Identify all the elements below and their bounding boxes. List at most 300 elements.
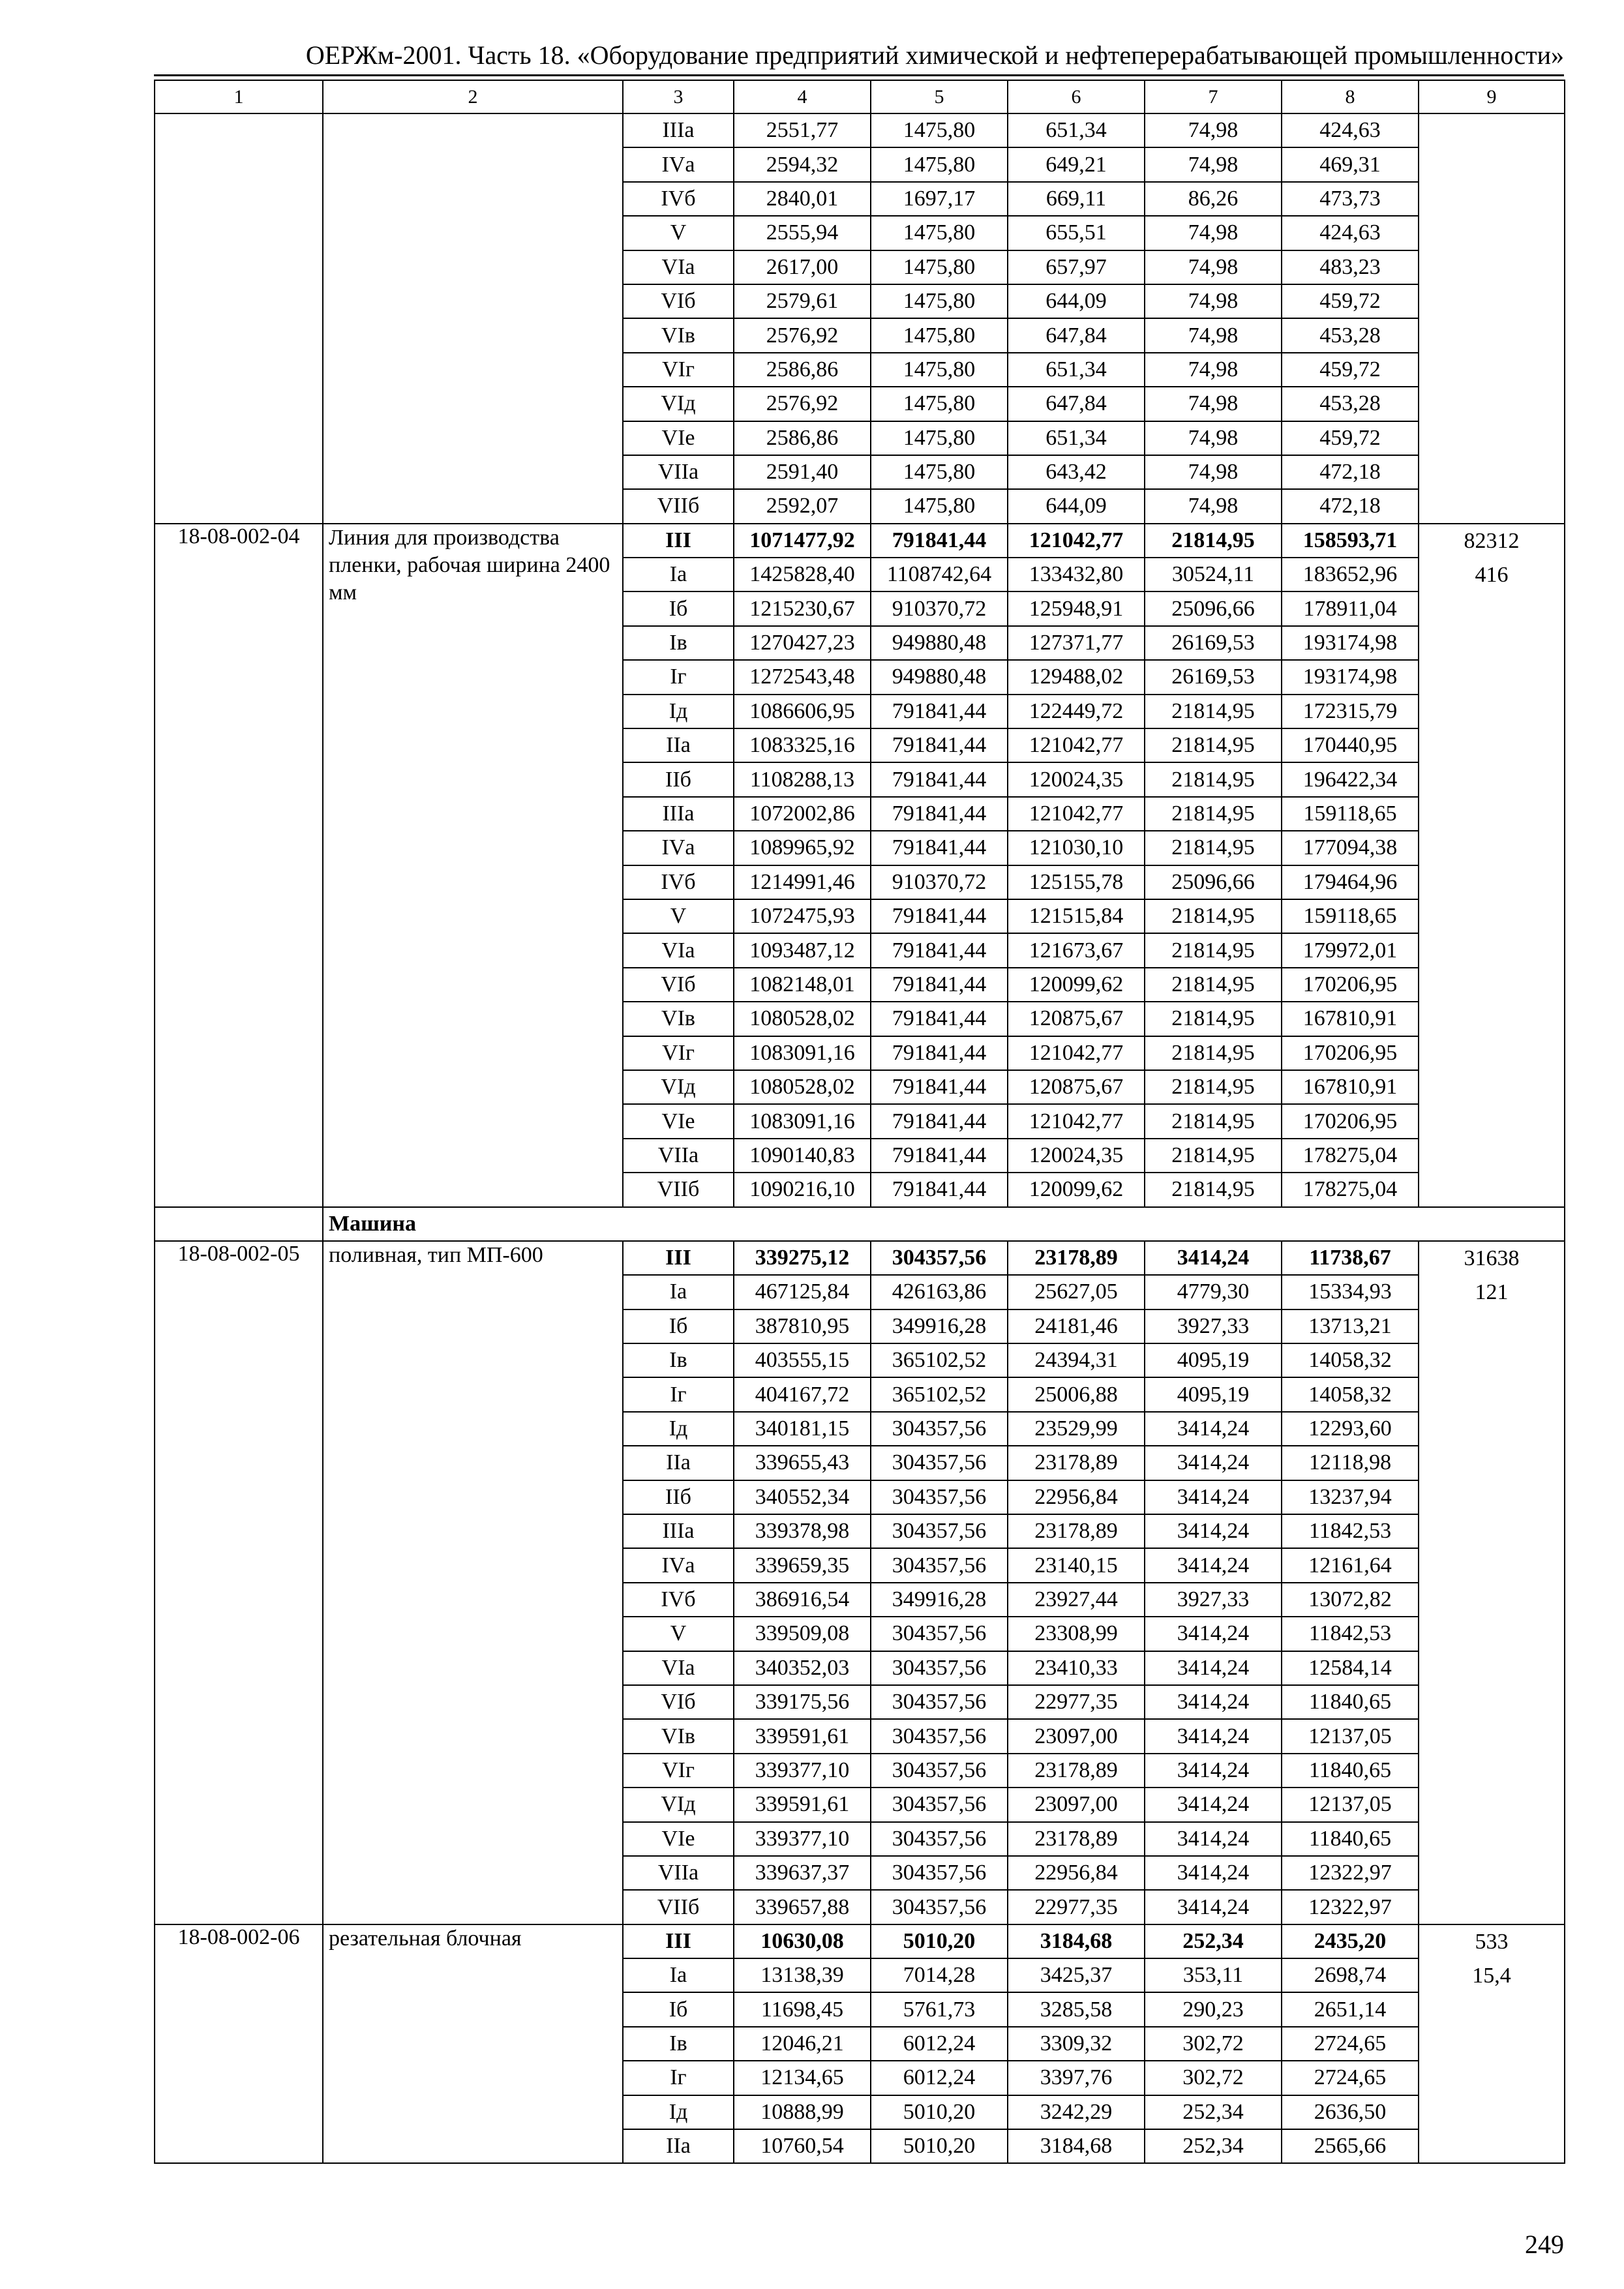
value-cell: 179972,01 <box>1282 933 1419 967</box>
col9-value: 121 <box>1475 1279 1509 1304</box>
value-cell: 74,98 <box>1145 318 1282 352</box>
value-cell: 1475,80 <box>871 421 1008 455</box>
col9-value: 533 <box>1475 1929 1509 1954</box>
rate-name <box>323 1241 623 1924</box>
zone-cell: Iв <box>623 626 734 660</box>
value-cell: 120024,35 <box>1008 1139 1145 1173</box>
zone-cell: VIа <box>623 933 734 967</box>
value-cell: 2724,65 <box>1282 2061 1419 2095</box>
value-cell: 2555,94 <box>734 216 871 250</box>
value-cell: 5010,20 <box>871 2095 1008 2129</box>
value-cell: 2579,61 <box>734 284 871 318</box>
value-cell: 252,34 <box>1145 2095 1282 2129</box>
column-header: 8 <box>1282 80 1419 113</box>
value-cell: 949880,48 <box>871 660 1008 694</box>
value-cell: 339591,61 <box>734 1719 871 1753</box>
col9-value <box>1419 152 1564 186</box>
value-cell: 22977,35 <box>1008 1890 1145 1924</box>
value-cell: 3414,24 <box>1145 1890 1282 1924</box>
zone-cell: IIа <box>623 2129 734 2163</box>
value-cell: 1093487,12 <box>734 933 871 967</box>
value-cell: 120099,62 <box>1008 1173 1145 1206</box>
value-cell: 13138,39 <box>734 1958 871 1992</box>
value-cell: 1214991,46 <box>734 865 871 899</box>
value-cell: 791841,44 <box>871 899 1008 933</box>
value-cell: 86,26 <box>1145 182 1282 216</box>
zone-cell: VIIб <box>623 489 734 523</box>
value-cell: 21814,95 <box>1145 1173 1282 1206</box>
value-cell: 655,51 <box>1008 216 1145 250</box>
value-cell: 1083325,16 <box>734 728 871 762</box>
value-cell: 120099,62 <box>1008 968 1145 1002</box>
value-cell: 404167,72 <box>734 1377 871 1411</box>
value-cell: 1475,80 <box>871 455 1008 489</box>
value-cell: 387810,95 <box>734 1309 871 1343</box>
value-cell: 13713,21 <box>1282 1309 1419 1343</box>
value-cell: 3414,24 <box>1145 1514 1282 1548</box>
value-cell: 170206,95 <box>1282 1036 1419 1070</box>
value-cell: 365102,52 <box>871 1377 1008 1411</box>
value-cell: 340352,03 <box>734 1651 871 1685</box>
value-cell: 12161,64 <box>1282 1548 1419 1582</box>
value-cell: 22977,35 <box>1008 1685 1145 1719</box>
value-cell: 2636,50 <box>1282 2095 1419 2129</box>
value-cell: 339655,43 <box>734 1446 871 1480</box>
value-cell: 424,63 <box>1282 113 1419 147</box>
value-cell: 3425,37 <box>1008 1958 1145 1992</box>
value-cell: 304357,56 <box>871 1651 1008 1685</box>
value-cell: 26169,53 <box>1145 660 1282 694</box>
value-cell: 22956,84 <box>1008 1856 1145 1890</box>
rates-table-body <box>155 80 1565 2163</box>
col9-cell <box>1419 113 1565 524</box>
value-cell: 1475,80 <box>871 216 1008 250</box>
value-cell: 3309,32 <box>1008 2027 1145 2061</box>
rate-code: 18-08-002-04 <box>155 524 323 1207</box>
value-cell: 791841,44 <box>871 831 1008 865</box>
value-cell: 121042,77 <box>1008 728 1145 762</box>
value-cell: 193174,98 <box>1282 626 1419 660</box>
value-cell: 791841,44 <box>871 1173 1008 1206</box>
value-cell: 1475,80 <box>871 113 1008 147</box>
value-cell: 339275,12 <box>734 1241 871 1275</box>
value-cell: 339659,35 <box>734 1548 871 1582</box>
value-cell: 453,28 <box>1282 318 1419 352</box>
value-cell: 1089965,92 <box>734 831 871 865</box>
rate-name <box>323 1924 623 2164</box>
value-cell: 304357,56 <box>871 1822 1008 1856</box>
value-cell: 3285,58 <box>1008 1992 1145 2026</box>
zone-cell: IVа <box>623 147 734 181</box>
value-cell: 23140,15 <box>1008 1548 1145 1582</box>
value-cell: 30524,11 <box>1145 558 1282 591</box>
value-cell: 791841,44 <box>871 797 1008 831</box>
rates-table <box>154 80 1565 2164</box>
value-cell: 3414,24 <box>1145 1480 1282 1514</box>
zone-cell: VIе <box>623 421 734 455</box>
value-cell: 643,42 <box>1008 455 1145 489</box>
rate-name-text: поливная, тип МП-600 <box>329 1242 543 1267</box>
value-cell: 1108288,13 <box>734 762 871 796</box>
value-cell: 252,34 <box>1145 2129 1282 2163</box>
value-cell: 339657,88 <box>734 1890 871 1924</box>
value-cell: 791841,44 <box>871 695 1008 728</box>
value-cell: 22956,84 <box>1008 1480 1145 1514</box>
value-cell: 14058,32 <box>1282 1377 1419 1411</box>
value-cell: 120875,67 <box>1008 1070 1145 1104</box>
zone-cell: VIг <box>623 353 734 387</box>
value-cell: 74,98 <box>1145 489 1282 523</box>
value-cell: 25627,05 <box>1008 1275 1145 1309</box>
value-cell: 669,11 <box>1008 182 1145 216</box>
value-cell: 120024,35 <box>1008 762 1145 796</box>
value-cell: 2592,07 <box>734 489 871 523</box>
value-cell: 791841,44 <box>871 524 1008 558</box>
value-cell: 339591,61 <box>734 1788 871 1821</box>
value-cell: 10888,99 <box>734 2095 871 2129</box>
column-header: 2 <box>323 80 623 113</box>
value-cell: 7014,28 <box>871 1958 1008 1992</box>
page-number: 249 <box>1525 2230 1564 2259</box>
value-cell: 24181,46 <box>1008 1309 1145 1343</box>
value-cell: 74,98 <box>1145 421 1282 455</box>
table-row <box>155 1924 1565 1958</box>
header-title: ОЕРЖм-2001. Часть 18. «Оборудование предприятий химической и нефтеперерабатывающей промышленности» <box>305 40 1564 70</box>
value-cell: 11840,65 <box>1282 1685 1419 1719</box>
zone-cell: Iб <box>623 1309 734 1343</box>
value-cell: 339175,56 <box>734 1685 871 1719</box>
rate-code <box>155 113 323 524</box>
value-cell: 23097,00 <box>1008 1719 1145 1753</box>
value-cell: 3414,24 <box>1145 1548 1282 1582</box>
value-cell: 10630,08 <box>734 1924 871 1958</box>
zone-cell: III <box>623 524 734 558</box>
zone-cell: Iг <box>623 1377 734 1411</box>
value-cell: 453,28 <box>1282 387 1419 421</box>
value-cell: 2591,40 <box>734 455 871 489</box>
rate-code: 18-08-002-06 <box>155 1924 323 2164</box>
value-cell: 21814,95 <box>1145 933 1282 967</box>
value-cell: 21814,95 <box>1145 695 1282 728</box>
value-cell: 651,34 <box>1008 353 1145 387</box>
value-cell: 304357,56 <box>871 1412 1008 1446</box>
value-cell: 11698,45 <box>734 1992 871 2026</box>
value-cell: 5761,73 <box>871 1992 1008 2026</box>
col9-cell <box>1419 1241 1565 1924</box>
value-cell: 910370,72 <box>871 865 1008 899</box>
value-cell: 483,23 <box>1282 250 1419 284</box>
value-cell: 2651,14 <box>1282 1992 1419 2026</box>
value-cell: 74,98 <box>1145 455 1282 489</box>
zone-cell: Iа <box>623 1958 734 1992</box>
value-cell: 304357,56 <box>871 1788 1008 1821</box>
zone-cell: VIе <box>623 1822 734 1856</box>
value-cell: 177094,38 <box>1282 831 1419 865</box>
value-cell: 2698,74 <box>1282 1958 1419 1992</box>
value-cell: 644,09 <box>1008 284 1145 318</box>
value-cell: 304357,56 <box>871 1890 1008 1924</box>
zone-cell: IVб <box>623 182 734 216</box>
value-cell: 74,98 <box>1145 353 1282 387</box>
value-cell: 21814,95 <box>1145 831 1282 865</box>
value-cell: 426163,86 <box>871 1275 1008 1309</box>
value-cell: 3414,24 <box>1145 1446 1282 1480</box>
value-cell: 459,72 <box>1282 421 1419 455</box>
value-cell: 21814,95 <box>1145 1036 1282 1070</box>
column-header: 1 <box>155 80 323 113</box>
col9-cell <box>1419 524 1565 1207</box>
value-cell: 791841,44 <box>871 728 1008 762</box>
value-cell: 4779,30 <box>1145 1275 1282 1309</box>
zone-cell: VIе <box>623 1104 734 1138</box>
value-cell: 791841,44 <box>871 762 1008 796</box>
value-cell: 23529,99 <box>1008 1412 1145 1446</box>
value-cell: 178275,04 <box>1282 1173 1419 1206</box>
value-cell: 304357,56 <box>871 1241 1008 1275</box>
value-cell: 159118,65 <box>1282 899 1419 933</box>
zone-cell: Iв <box>623 2027 734 2061</box>
value-cell: 1090140,83 <box>734 1139 871 1173</box>
value-cell: 133432,80 <box>1008 558 1145 591</box>
value-cell: 23178,89 <box>1008 1822 1145 1856</box>
rate-name <box>323 113 623 524</box>
value-cell: 121042,77 <box>1008 797 1145 831</box>
value-cell: 3184,68 <box>1008 1924 1145 1958</box>
value-cell: 1475,80 <box>871 250 1008 284</box>
value-cell: 791841,44 <box>871 933 1008 967</box>
value-cell: 74,98 <box>1145 113 1282 147</box>
value-cell: 12322,97 <box>1282 1856 1419 1890</box>
column-header: 3 <box>623 80 734 113</box>
value-cell: 12322,97 <box>1282 1890 1419 1924</box>
value-cell: 791841,44 <box>871 1036 1008 1070</box>
value-cell: 1082148,01 <box>734 968 871 1002</box>
value-cell: 2576,92 <box>734 387 871 421</box>
value-cell: 791841,44 <box>871 1070 1008 1104</box>
value-cell: 649,21 <box>1008 147 1145 181</box>
value-cell: 23178,89 <box>1008 1241 1145 1275</box>
value-cell: 3414,24 <box>1145 1788 1282 1821</box>
value-cell: 304357,56 <box>871 1480 1008 1514</box>
zone-cell: IIб <box>623 762 734 796</box>
col9-value <box>1419 118 1564 152</box>
value-cell: 1475,80 <box>871 318 1008 352</box>
value-cell: 178911,04 <box>1282 591 1419 625</box>
value-cell: 403555,15 <box>734 1343 871 1377</box>
value-cell: 167810,91 <box>1282 1070 1419 1104</box>
zone-cell: VIд <box>623 1788 734 1821</box>
value-cell: 340552,34 <box>734 1480 871 1514</box>
value-cell: 1071477,92 <box>734 524 871 558</box>
value-cell: 196422,34 <box>1282 762 1419 796</box>
value-cell: 74,98 <box>1145 387 1282 421</box>
value-cell: 11842,53 <box>1282 1514 1419 1548</box>
value-cell: 11840,65 <box>1282 1754 1419 1788</box>
value-cell: 651,34 <box>1008 421 1145 455</box>
zone-cell: IIIа <box>623 113 734 147</box>
value-cell: 302,72 <box>1145 2061 1282 2095</box>
value-cell: 5010,20 <box>871 2129 1008 2163</box>
value-cell: 12046,21 <box>734 2027 871 2061</box>
value-cell: 2435,20 <box>1282 1924 1419 1958</box>
zone-cell: VIг <box>623 1036 734 1070</box>
zone-cell: Iв <box>623 1343 734 1377</box>
value-cell: 252,34 <box>1145 1924 1282 1958</box>
value-cell: 353,11 <box>1145 1958 1282 1992</box>
table-row <box>155 1241 1565 1275</box>
value-cell: 1215230,67 <box>734 591 871 625</box>
zone-cell: VIб <box>623 1685 734 1719</box>
zone-cell: VIв <box>623 1002 734 1036</box>
value-cell: 10760,54 <box>734 2129 871 2163</box>
zone-cell: IIб <box>623 1480 734 1514</box>
value-cell: 21814,95 <box>1145 1070 1282 1104</box>
zone-cell: VIа <box>623 1651 734 1685</box>
table-row <box>155 113 1565 147</box>
value-cell: 304357,56 <box>871 1856 1008 1890</box>
value-cell: 1083091,16 <box>734 1104 871 1138</box>
running-header <box>154 38 1564 76</box>
value-cell: 170440,95 <box>1282 728 1419 762</box>
zone-cell: VIIб <box>623 1173 734 1206</box>
col9-value: 31638 <box>1464 1246 1520 1270</box>
value-cell: 172315,79 <box>1282 695 1419 728</box>
value-cell: 1475,80 <box>871 489 1008 523</box>
value-cell: 469,31 <box>1282 147 1419 181</box>
zone-cell: Iб <box>623 1992 734 2026</box>
value-cell: 4095,19 <box>1145 1377 1282 1411</box>
value-cell: 424,63 <box>1282 216 1419 250</box>
zone-cell: V <box>623 216 734 250</box>
col9-value: 416 <box>1475 562 1509 587</box>
value-cell: 127371,77 <box>1008 626 1145 660</box>
zone-cell: VIв <box>623 1719 734 1753</box>
value-cell: 21814,95 <box>1145 728 1282 762</box>
value-cell: 2551,77 <box>734 113 871 147</box>
value-cell: 21814,95 <box>1145 1002 1282 1036</box>
value-cell: 26169,53 <box>1145 626 1282 660</box>
value-cell: 339637,37 <box>734 1856 871 1890</box>
value-cell: 6012,24 <box>871 2027 1008 2061</box>
zone-cell: VIб <box>623 968 734 1002</box>
zone-cell: VIд <box>623 1070 734 1104</box>
value-cell: 1108742,64 <box>871 558 1008 591</box>
zone-cell: VIд <box>623 387 734 421</box>
value-cell: 21814,95 <box>1145 1139 1282 1173</box>
value-cell: 2586,86 <box>734 353 871 387</box>
value-cell: 179464,96 <box>1282 865 1419 899</box>
zone-cell: Iд <box>623 695 734 728</box>
value-cell: 120875,67 <box>1008 1002 1145 1036</box>
value-cell: 3242,29 <box>1008 2095 1145 2129</box>
value-cell: 1475,80 <box>871 353 1008 387</box>
value-cell: 1272543,48 <box>734 660 871 694</box>
value-cell: 23410,33 <box>1008 1651 1145 1685</box>
value-cell: 12137,05 <box>1282 1719 1419 1753</box>
zone-cell: Iд <box>623 1412 734 1446</box>
value-cell: 12118,98 <box>1282 1446 1419 1480</box>
zone-cell: V <box>623 899 734 933</box>
value-cell: 949880,48 <box>871 626 1008 660</box>
value-cell: 11840,65 <box>1282 1822 1419 1856</box>
value-cell: 23927,44 <box>1008 1583 1145 1617</box>
value-cell: 13072,82 <box>1282 1583 1419 1617</box>
value-cell: 304357,56 <box>871 1617 1008 1651</box>
value-cell: 340181,15 <box>734 1412 871 1446</box>
value-cell: 3414,24 <box>1145 1685 1282 1719</box>
value-cell: 3414,24 <box>1145 1412 1282 1446</box>
value-cell: 23178,89 <box>1008 1754 1145 1788</box>
value-cell: 1086606,95 <box>734 695 871 728</box>
zone-cell: IVб <box>623 1583 734 1617</box>
table-row <box>155 524 1565 558</box>
value-cell: 2565,66 <box>1282 2129 1419 2163</box>
value-cell: 3414,24 <box>1145 1241 1282 1275</box>
value-cell: 304357,56 <box>871 1719 1008 1753</box>
column-header: 9 <box>1419 80 1565 113</box>
value-cell: 3414,24 <box>1145 1719 1282 1753</box>
zone-cell: VIIб <box>623 1890 734 1924</box>
value-cell: 2840,01 <box>734 182 871 216</box>
zone-cell: IIа <box>623 728 734 762</box>
value-cell: 21814,95 <box>1145 1104 1282 1138</box>
zone-cell: IVб <box>623 865 734 899</box>
section-title: Машина <box>323 1207 623 1241</box>
value-cell: 74,98 <box>1145 147 1282 181</box>
value-cell: 14058,32 <box>1282 1343 1419 1377</box>
value-cell: 3414,24 <box>1145 1856 1282 1890</box>
col9-cell <box>1419 1924 1565 2164</box>
value-cell: 304357,56 <box>871 1685 1008 1719</box>
value-cell: 11842,53 <box>1282 1617 1419 1651</box>
section-fill <box>623 1207 1565 1241</box>
zone-cell: IIIа <box>623 1514 734 1548</box>
value-cell: 23308,99 <box>1008 1617 1145 1651</box>
column-header: 6 <box>1008 80 1145 113</box>
zone-cell: VIIа <box>623 1856 734 1890</box>
value-cell: 1475,80 <box>871 147 1008 181</box>
value-cell: 349916,28 <box>871 1309 1008 1343</box>
zone-cell: Iг <box>623 660 734 694</box>
value-cell: 74,98 <box>1145 250 1282 284</box>
value-cell: 170206,95 <box>1282 1104 1419 1138</box>
zone-cell: III <box>623 1241 734 1275</box>
value-cell: 304357,56 <box>871 1446 1008 1480</box>
value-cell: 472,18 <box>1282 489 1419 523</box>
value-cell: 1072475,93 <box>734 899 871 933</box>
value-cell: 21814,95 <box>1145 968 1282 1002</box>
value-cell: 3414,24 <box>1145 1651 1282 1685</box>
zone-cell: IVа <box>623 831 734 865</box>
value-cell: 21814,95 <box>1145 762 1282 796</box>
column-header: 5 <box>871 80 1008 113</box>
value-cell: 647,84 <box>1008 387 1145 421</box>
value-cell: 2576,92 <box>734 318 871 352</box>
value-cell: 4095,19 <box>1145 1343 1282 1377</box>
value-cell: 3414,24 <box>1145 1822 1282 1856</box>
zone-cell: IVа <box>623 1548 734 1582</box>
value-cell: 121042,77 <box>1008 1104 1145 1138</box>
zone-cell: VIг <box>623 1754 734 1788</box>
value-cell: 349916,28 <box>871 1583 1008 1617</box>
value-cell: 1090216,10 <box>734 1173 871 1206</box>
value-cell: 74,98 <box>1145 216 1282 250</box>
value-cell: 791841,44 <box>871 1104 1008 1138</box>
value-cell: 121030,10 <box>1008 831 1145 865</box>
zone-cell: IIа <box>623 1446 734 1480</box>
zone-cell: VIв <box>623 318 734 352</box>
value-cell: 125948,91 <box>1008 591 1145 625</box>
